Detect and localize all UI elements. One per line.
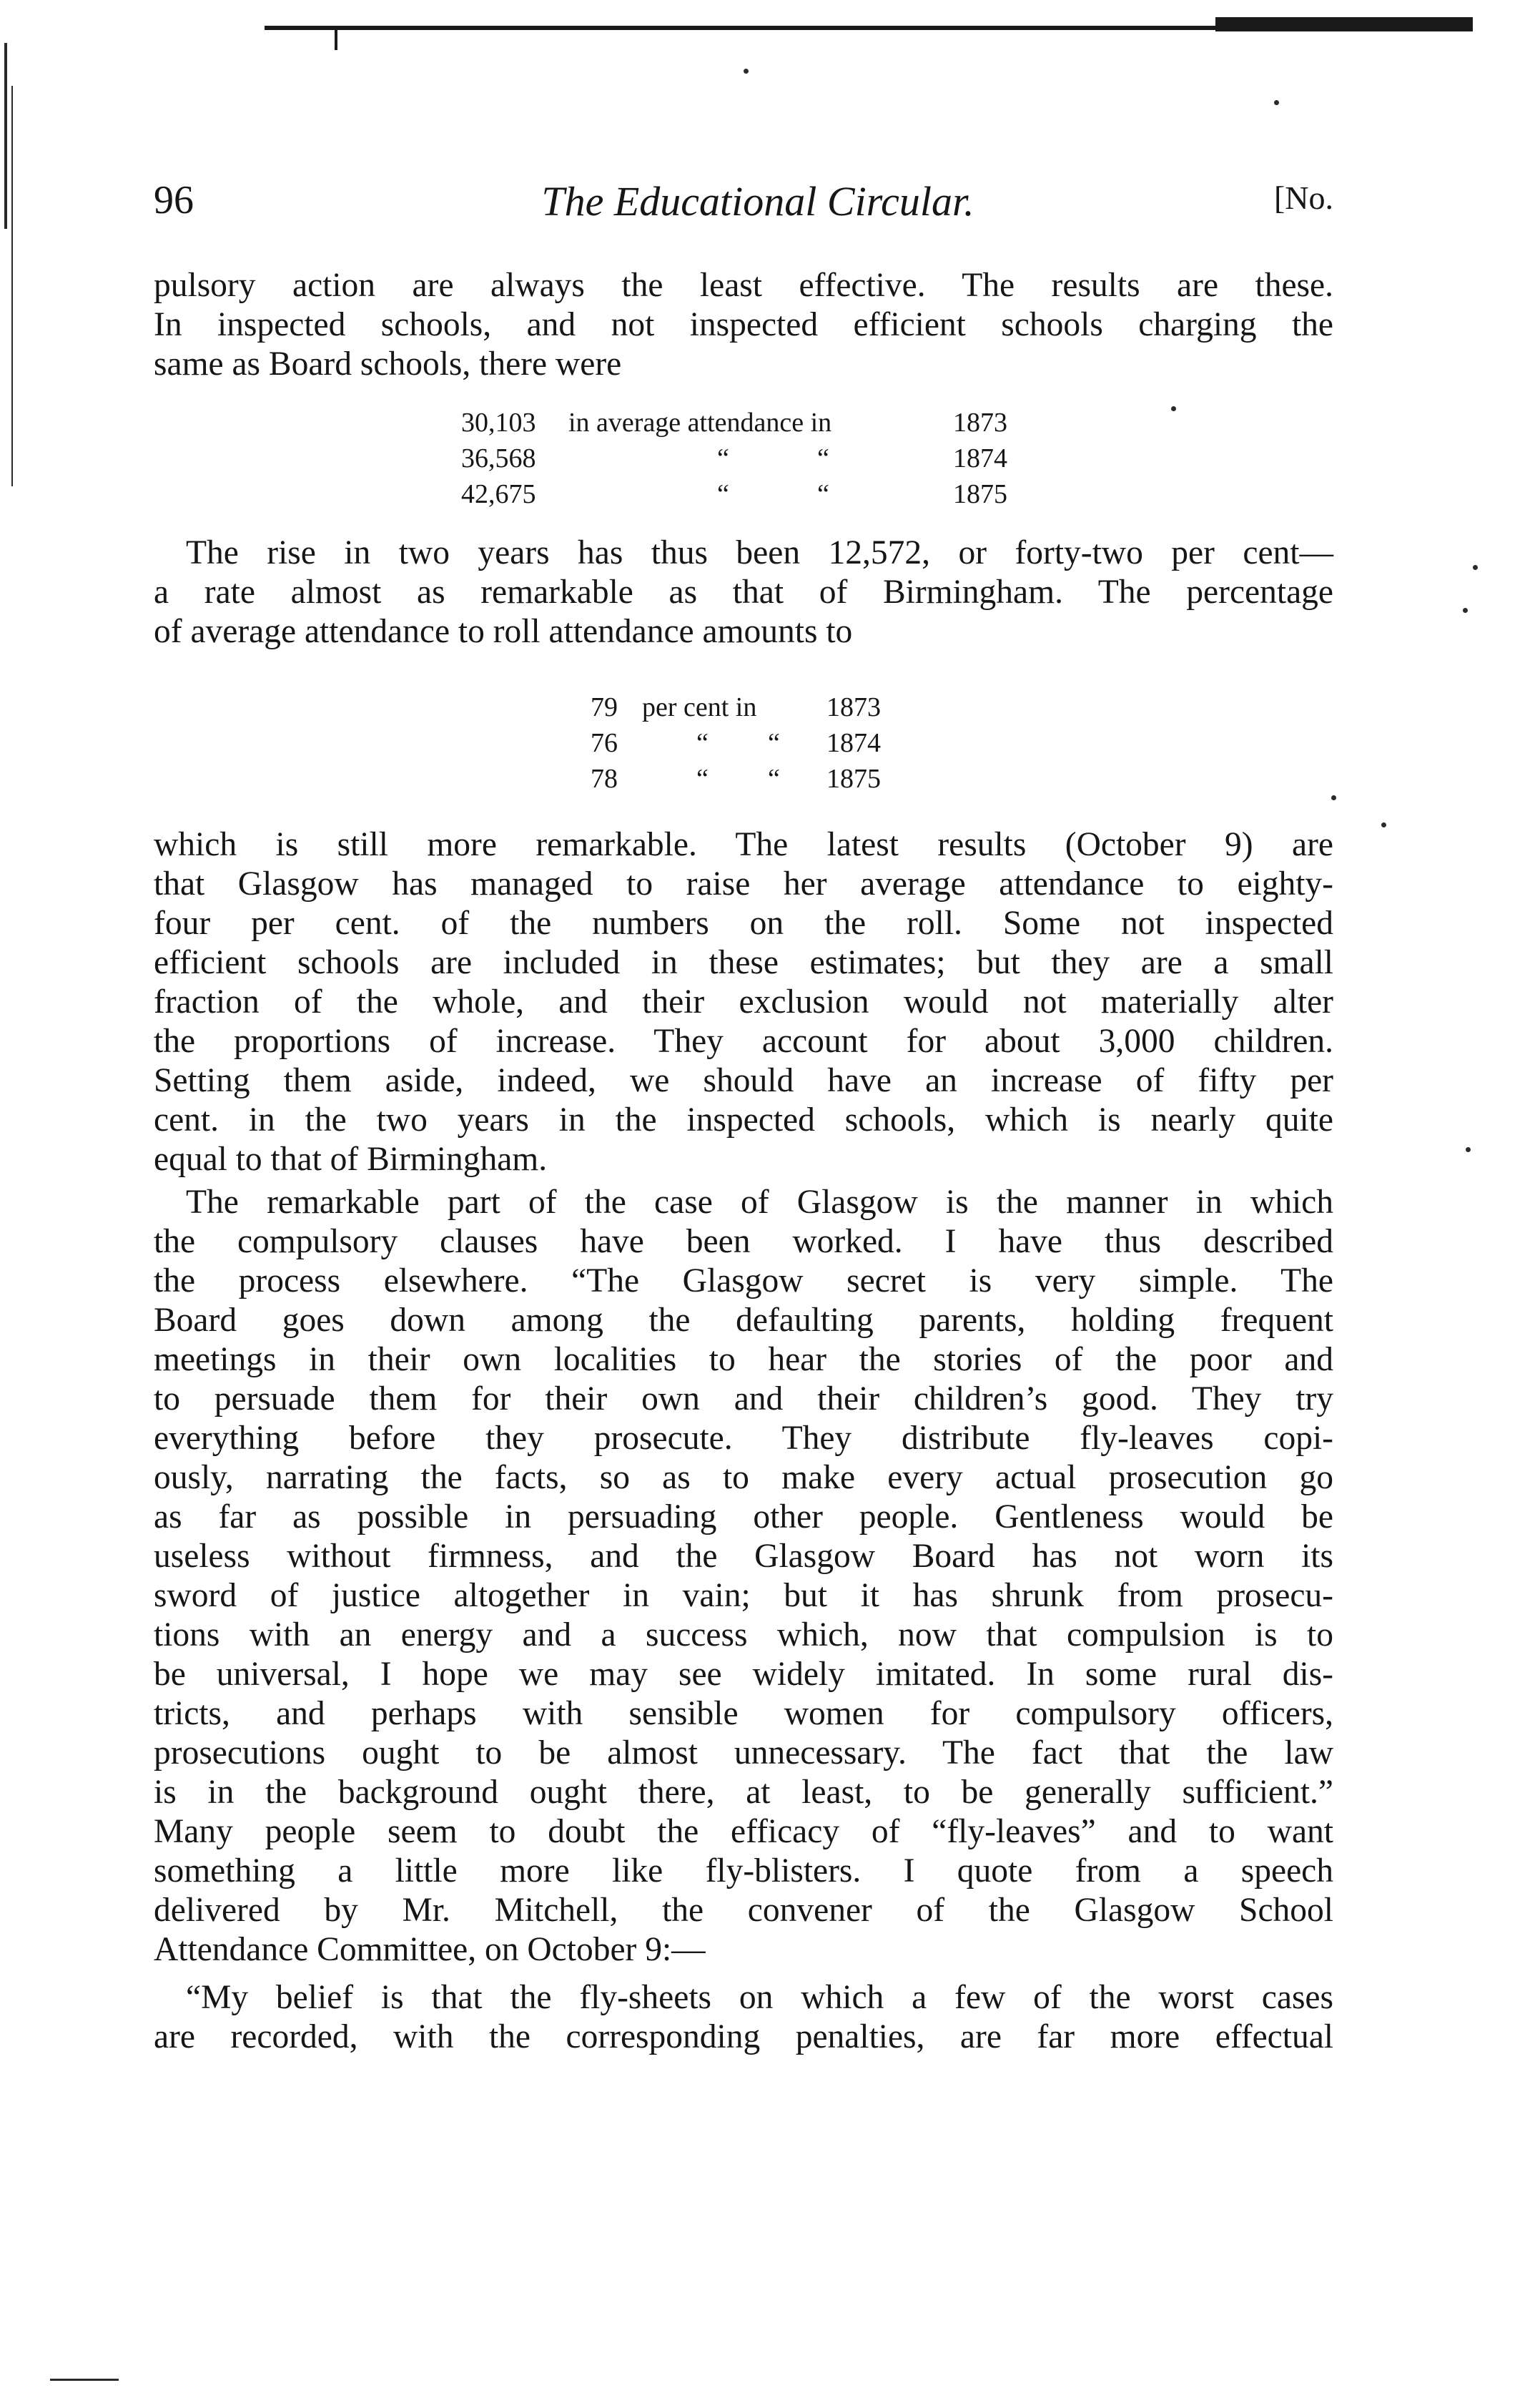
paragraph-continuation xyxy=(154,266,1333,384)
text-line: is in the background ought there, at least, to be generally sufficient.” xyxy=(154,1774,1333,1811)
scan-speck xyxy=(1463,608,1468,613)
text-line: fraction of the whole, and their exclusion would not materially alter xyxy=(154,983,1333,1021)
text-line: that Glasgow has managed to raise her average attendance to eighty- xyxy=(154,865,1333,903)
text-line: efficient schools are included in these estimates; but they are a small xyxy=(154,944,1333,981)
paragraph xyxy=(154,1183,1333,1970)
text-line: Attendance Committee, on October 9:— xyxy=(154,1931,706,1968)
year-value: 1875 xyxy=(953,479,1007,509)
scan-speck xyxy=(1274,100,1279,105)
table-row xyxy=(461,441,1047,476)
year-value: 1873 xyxy=(953,408,1007,438)
ditto-mark: “ xyxy=(717,479,729,509)
percentage-table xyxy=(591,689,919,797)
attendance-value: 36,568 xyxy=(461,443,536,473)
text-line: as far as possible in persuading other people. Gentleness would be xyxy=(154,1498,1333,1535)
text-line: sword of justice altogether in vain; but it has shrunk from prosecu- xyxy=(154,1577,1333,1614)
year-value: 1875 xyxy=(826,764,881,794)
scan-speck xyxy=(1466,1147,1471,1152)
text-line: which is still more remarkable. The latest results (October 9) are xyxy=(154,826,1333,863)
table-row xyxy=(591,725,919,761)
text-line: useless without firmness, and the Glasgow Board has not worn its xyxy=(154,1538,1333,1575)
running-header xyxy=(154,177,1333,235)
issue-number-label: [No. xyxy=(1273,180,1333,216)
ditto-mark: “ xyxy=(817,479,829,509)
table-row xyxy=(461,405,1047,441)
top-tick-mark xyxy=(335,30,337,50)
scan-speck xyxy=(1331,795,1336,800)
text-line: four per cent. of the numbers on the roll. Some not inspected xyxy=(154,905,1333,942)
text-line: are recorded, with the corresponding penalties, are far more effectual xyxy=(154,2018,1333,2055)
year-value: 1874 xyxy=(826,728,881,758)
attendance-table xyxy=(461,405,1047,512)
text-line: everything before they prosecute. They distribute fly-leaves copi- xyxy=(154,1420,1333,1457)
scan-speck xyxy=(744,69,749,74)
text-line: a rate almost as remarkable as that of Birmingham. The percentage xyxy=(154,574,1333,611)
paragraph xyxy=(154,534,1333,652)
year-value: 1873 xyxy=(826,692,881,722)
text-line: equal to that of Birmingham. xyxy=(154,1141,548,1178)
text-line: “My belief is that the fly-sheets on which a few of the worst cases xyxy=(186,1979,1333,2016)
text-line: tions with an energy and a success which, now that compulsion is to xyxy=(154,1616,1333,1653)
text-line: tricts, and perhaps with sensible women for compulsory officers, xyxy=(154,1695,1333,1732)
running-title: The Educational Circular. xyxy=(541,178,974,225)
table-row xyxy=(461,476,1047,512)
text-line: The rise in two years has thus been 12,572, or forty-two per cent— xyxy=(186,534,1333,571)
paragraph xyxy=(154,825,1333,1179)
text-line: Many people seem to doubt the efficacy of “fly-leaves” and to want xyxy=(154,1813,1333,1850)
page-number: 96 xyxy=(154,178,194,222)
row-text: per cent in xyxy=(642,692,757,722)
text-line: the process elsewhere. “The Glasgow secret is very simple. The xyxy=(154,1262,1333,1299)
text-line: ously, narrating the facts, so as to make every actual prosecution go xyxy=(154,1459,1333,1496)
text-line: prosecutions ought to be almost unnecessary. The fact that the law xyxy=(154,1734,1333,1771)
text-line: same as Board schools, there were xyxy=(154,345,622,383)
percentage-value: 79 xyxy=(591,692,618,722)
ditto-mark: “ xyxy=(768,764,780,794)
scan-speck xyxy=(1381,822,1386,827)
scan-speck xyxy=(1473,565,1478,570)
text-line: Setting them aside, indeed, we should have an increase of fifty per xyxy=(154,1062,1333,1099)
top-rule-heavy xyxy=(1215,17,1473,31)
percentage-value: 78 xyxy=(591,764,618,794)
table-row xyxy=(591,761,919,797)
text-line: The remarkable part of the case of Glasgow is the manner in which xyxy=(186,1184,1333,1221)
gutter-edge-line xyxy=(11,86,13,486)
text-line: cent. in the two years in the inspected schools, which is nearly quite xyxy=(154,1101,1333,1139)
scan-speck xyxy=(1171,406,1176,411)
attendance-value: 30,103 xyxy=(461,408,536,438)
ditto-mark: “ xyxy=(768,728,780,758)
text-line: the proportions of increase. They account for about 3,000 children. xyxy=(154,1023,1333,1060)
ditto-mark: “ xyxy=(717,443,729,473)
text-line: delivered by Mr. Mitchell, the convener of the Glasgow School xyxy=(154,1892,1333,1929)
percentage-value: 76 xyxy=(591,728,618,758)
ditto-mark: “ xyxy=(696,764,709,794)
text-line: In inspected schools, and not inspected efficient schools charging the xyxy=(154,306,1333,343)
text-line: pulsory action are always the least effective. The results are these. xyxy=(154,267,1333,304)
text-line: be universal, I hope we may see widely imitated. In some rural dis- xyxy=(154,1656,1333,1693)
ditto-mark: “ xyxy=(817,443,829,473)
year-value: 1874 xyxy=(953,443,1007,473)
text-line: to persuade them for their own and their children’s good. They try xyxy=(154,1380,1333,1417)
text-line: meetings in their own localities to hear the stories of the poor and xyxy=(154,1341,1333,1378)
text-line: Board goes down among the defaulting parents, holding frequent xyxy=(154,1302,1333,1339)
text-line: something a little more like fly-blisters. I quote from a speech xyxy=(154,1852,1333,1889)
text-line: of average attendance to roll attendance amounts to xyxy=(154,613,853,650)
attendance-value: 42,675 xyxy=(461,479,536,509)
gutter-edge-line xyxy=(4,43,7,229)
bottom-edge-mark xyxy=(50,2379,119,2381)
ditto-mark: “ xyxy=(696,728,709,758)
table-row xyxy=(591,689,919,725)
quotation-paragraph xyxy=(154,1978,1333,2057)
text-line: the compulsory clauses have been worked. I have thus described xyxy=(154,1223,1333,1260)
row-text: in average attendance in xyxy=(568,408,832,438)
